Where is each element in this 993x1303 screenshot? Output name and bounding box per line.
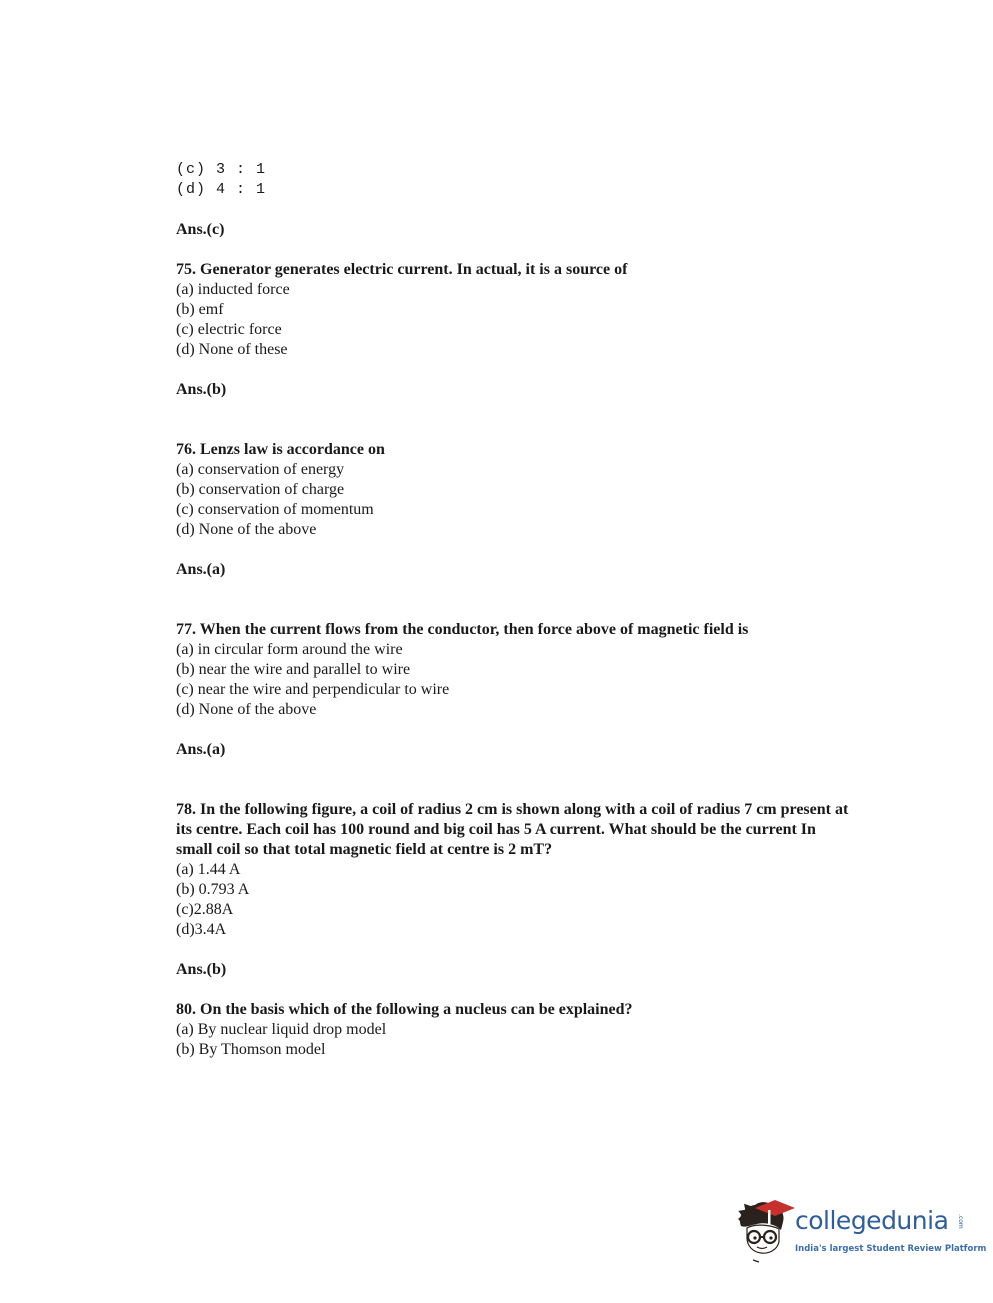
option-d: (d) 4 : 1 <box>176 181 267 198</box>
question-75 <box>176 260 856 400</box>
mascot-icon <box>735 1196 797 1266</box>
option-c: (c) 3 : 1 <box>176 161 267 178</box>
question-text: 78. In the following figure, a coil of radius 2 cm is shown along with a coil of radius 7 cm present at its centre. Each coil has 100 round and big coil has 5 A current. What should be the current In small coil so that total magnetic field at centre is 2 mT? <box>176 801 849 858</box>
question-76 <box>176 440 856 580</box>
answer: Ans.(a) <box>176 741 226 758</box>
logo-domain-suffix: .com <box>957 1214 964 1229</box>
option-a: (a) conservation of energy <box>176 461 345 478</box>
logo-tagline: India's largest Student Review Platform <box>795 1244 987 1254</box>
option-b: (b) 0.793 A <box>176 881 250 898</box>
question-text: 80. On the basis which of the following a nucleus can be explained? <box>176 1001 633 1018</box>
option-b: (b) emf <box>176 301 224 318</box>
option-d: (d)3.4A <box>176 921 227 938</box>
answer-prev: Ans.(c) <box>176 221 225 238</box>
question-text: 76. Lenzs law is accordance on <box>176 441 385 458</box>
option-a: (a) By nuclear liquid drop model <box>176 1021 387 1038</box>
option-d: (d) None of the above <box>176 521 317 538</box>
logo-wordmark: collegedunia <box>795 1206 949 1235</box>
option-a: (a) 1.44 A <box>176 861 241 878</box>
question-78 <box>176 800 856 980</box>
option-c: (c)2.88A <box>176 901 234 918</box>
question-77 <box>176 620 856 760</box>
option-d: (d) None of the above <box>176 701 317 718</box>
option-b: (b) By Thomson model <box>176 1041 326 1058</box>
question-text: 77. When the current flows from the conductor, then force above of magnetic field is <box>176 621 749 638</box>
prev-question-options <box>176 160 856 200</box>
option-d: (d) None of these <box>176 341 288 358</box>
option-a: (a) in circular form around the wire <box>176 641 403 658</box>
option-c: (c) conservation of momentum <box>176 501 374 518</box>
answer: Ans.(b) <box>176 381 227 398</box>
option-a: (a) inducted force <box>176 281 290 298</box>
collegedunia-logo <box>735 1196 987 1266</box>
option-c: (c) electric force <box>176 321 282 338</box>
option-c: (c) near the wire and perpendicular to wire <box>176 681 450 698</box>
option-b: (b) conservation of charge <box>176 481 345 498</box>
question-content <box>176 160 856 1060</box>
answer: Ans.(a) <box>176 561 226 578</box>
question-text: 75. Generator generates electric current. In actual, it is a source of <box>176 261 628 278</box>
question-80 <box>176 1000 856 1060</box>
option-b: (b) near the wire and parallel to wire <box>176 661 411 678</box>
answer: Ans.(b) <box>176 961 227 978</box>
